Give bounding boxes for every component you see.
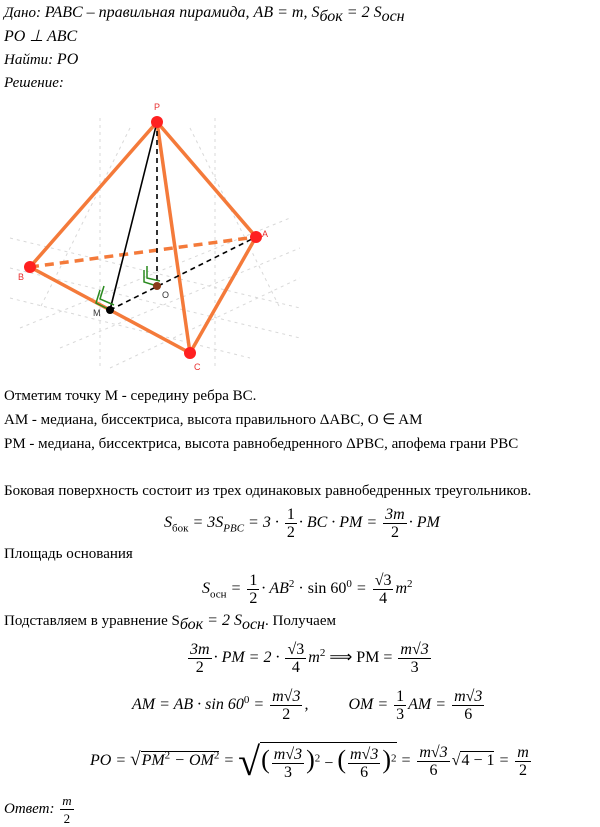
point-A [250,231,262,243]
given-perpendicular: PO ⊥ ABC [4,28,78,45]
formula-am-om: AM = AB · $\sin 60^0$ = $\frac{m√3}{2}$ , OM = $\frac{1}{3}$ AM = $\frac{m√3}{6}$ [132,688,483,723]
answer-line: Ответ: $\frac{m}{2}$ [4,793,72,826]
formula-base-area: $S_{осн}$ = $\frac{1}{2}$ · $AB^2 \cdot \sin 60^0$ = $\frac{√3}{4}$ $m^2$ [202,572,413,607]
pyramid-figure [0,98,300,378]
point-M [106,306,114,314]
point-P [151,116,163,128]
formula-substitution: $\frac{3m}{2}$ · PM = 2 · $\frac{√3}{4}$ $m^2$ ⟹ PM = $\frac{m√3}{3}$ [190,641,429,676]
text-line-2: AM - медиана, биссектриса, высота правильного ΔABC, O ∈ AM [4,412,423,428]
text-line-4: Боковая поверхность состоит из трех одинаковых равнобедренных треугольников. [4,483,532,499]
label-A: A [262,229,269,239]
label-M: M [93,308,101,318]
formula-lateral-area: $S_{бок} = 3S_{PBC} = 3$ · $\frac{1}{2}$ · BC · PM = $\frac{3m}{2}$ · PM [164,506,440,541]
pyramid-edges [30,122,256,353]
text-line-3: PM - медиана, биссектриса, высота равнобедренного ΔPBC, апофема грани PBC [4,436,519,452]
text-line-1: Отметим точку M - середину ребра BC. [4,388,257,404]
given-line: Дано: PABC – правильная пирамида, AB = m, $S_{бок} = 2$ $S_{осн}$ [4,4,405,25]
formula-po: PO = $√PM^2 - OM^2$ = √( $\frac{m√3}{3}$ )$^2$ − ( $\frac{m√3}{6}$ )$^2$ = $\frac{m√3}{6}$ √4 − 1 = $\frac{m}{2}$ [90,739,529,784]
point-O [153,282,161,290]
text-line-5: Площадь основания [4,546,133,562]
text-line-6: Подставляем в уравнение $S_{бок} = 2$ $S_{осн}$. Получаем [4,612,336,633]
label-P: P [154,102,161,112]
label-B: B [18,272,25,282]
point-C [184,347,196,359]
background-grid [10,118,300,368]
right-angle-marks [96,266,160,310]
find-line: Найти: PO [4,51,79,68]
point-B [24,261,36,273]
label-O: O [162,290,170,300]
solution-label: Решение: [4,75,64,91]
vertices [24,116,262,359]
label-C: C [194,362,201,372]
